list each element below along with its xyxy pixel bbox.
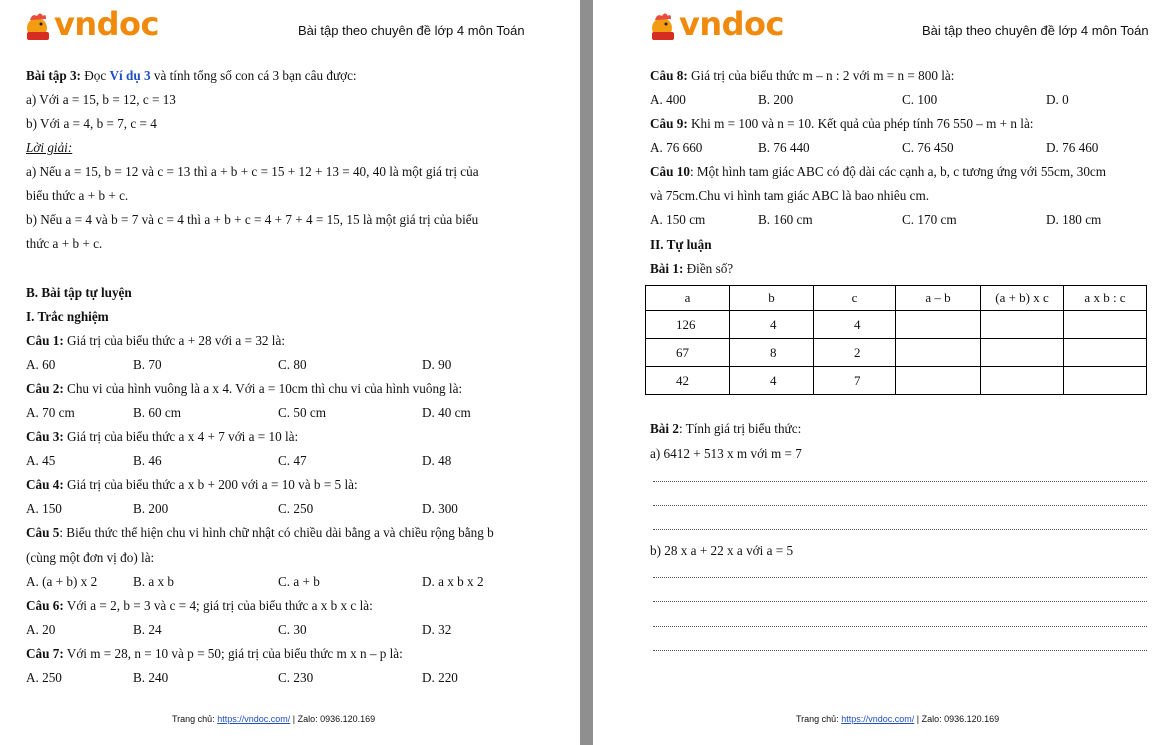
col-header-b: b <box>730 286 814 311</box>
q2-option-a[interactable]: A. 70 cm <box>26 405 75 420</box>
q1-option-c[interactable]: C. 80 <box>278 357 307 372</box>
example-reference-link[interactable]: Ví dụ 3 <box>109 68 151 83</box>
answer-cell[interactable] <box>1064 339 1147 367</box>
answer-cell[interactable] <box>1064 311 1147 339</box>
question-4: Câu 4: Giá trị của biểu thức a x b + 200 với a = 10 và b = 5 là: <box>26 477 358 492</box>
loi-giai-heading: Lời giải: <box>26 140 73 155</box>
answer-cell[interactable] <box>1064 367 1147 395</box>
q7-option-a[interactable]: A. 250 <box>26 670 62 685</box>
section-ii-heading: II. Tự luận <box>650 237 712 252</box>
document-page-right <box>593 0 1171 745</box>
bt3-case-a: a) Với a = 15, b = 12, c = 13 <box>26 92 176 107</box>
bai-2-part-a: a) 6412 + 513 x m với m = 7 <box>650 446 802 461</box>
table-cell: 42 <box>646 367 730 395</box>
q4-option-a[interactable]: A. 150 <box>26 501 62 516</box>
fill-in-table <box>645 285 1147 395</box>
q1-option-a[interactable]: A. 60 <box>26 357 56 372</box>
logo-text: vndoc <box>54 5 159 43</box>
answer-cell[interactable] <box>981 311 1064 339</box>
homepage-link[interactable]: https://vndoc.com/ <box>841 714 915 724</box>
table-cell: 4 <box>814 311 896 339</box>
table-row <box>646 339 1147 367</box>
q3-option-d[interactable]: D. 48 <box>422 453 452 468</box>
q1-option-d[interactable]: D. 90 <box>422 357 452 372</box>
question-10-line2: và 75cm.Chu vi hình tam giác ABC là bao nhiêu cm. <box>650 188 930 203</box>
bai-2-heading: Bài 2: Tính giá trị biểu thức: <box>650 421 802 436</box>
page-footer: Trang chủ: https://vndoc.com/ | Zalo: 0936.120.169 <box>172 714 376 724</box>
rooster-icon <box>22 10 56 44</box>
logo-text: vndoc <box>679 5 784 43</box>
q5-option-b[interactable]: B. a x b <box>133 574 175 589</box>
col-header-a-minus-b: a – b <box>896 286 981 311</box>
q8-option-a[interactable]: A. 400 <box>650 92 686 107</box>
q2-option-c[interactable]: C. 50 cm <box>278 405 326 420</box>
answer-line[interactable] <box>653 601 1147 602</box>
question-2: Câu 2: Chu vi của hình vuông là a x 4. Với a = 10cm thì chu vi của hình vuông là: <box>26 381 463 396</box>
question-9: Câu 9: Khi m = 100 và n = 10. Kết quả của phép tính 76 550 – m + n là: <box>650 116 1034 131</box>
q3-option-b[interactable]: B. 46 <box>133 453 162 468</box>
solution-b-line2: thức a + b + c. <box>26 236 103 251</box>
q5-option-d[interactable]: D. a x b x 2 <box>422 574 484 589</box>
q5-option-c[interactable]: C. a + b <box>278 574 320 589</box>
q10-option-d[interactable]: D. 180 cm <box>1046 212 1102 227</box>
answer-line[interactable] <box>653 626 1147 627</box>
q6-option-a[interactable]: A. 20 <box>26 622 56 637</box>
q2-option-d[interactable]: D. 40 cm <box>422 405 471 420</box>
answer-line[interactable] <box>653 650 1147 651</box>
q4-option-d[interactable]: D. 300 <box>422 501 458 516</box>
table-cell: 4 <box>730 311 814 339</box>
question-1: Câu 1: Giá trị của biểu thức a + 28 với a = 32 là: <box>26 333 285 348</box>
q9-option-d[interactable]: D. 76 460 <box>1046 140 1099 155</box>
q6-option-c[interactable]: C. 30 <box>278 622 307 637</box>
q9-option-c[interactable]: C. 76 450 <box>902 140 954 155</box>
question-10: Câu 10: Một hình tam giác ABC có độ dài các cạnh a, b, c tương ứng với 55cm, 30cm <box>650 164 1107 179</box>
page-footer: Trang chủ: https://vndoc.com/ | Zalo: 0936.120.169 <box>796 714 1000 724</box>
q4-option-c[interactable]: C. 250 <box>278 501 314 516</box>
vndoc-logo[interactable] <box>647 5 797 44</box>
rooster-icon <box>647 10 681 44</box>
col-header-sum-times-c: (a + b) x c <box>981 286 1064 311</box>
section-b-heading: B. Bài tập tự luyện <box>26 285 132 300</box>
homepage-link[interactable]: https://vndoc.com/ <box>217 714 291 724</box>
q6-option-d[interactable]: D. 32 <box>422 622 452 637</box>
table-row <box>646 367 1147 395</box>
answer-cell[interactable] <box>896 367 981 395</box>
section-i-heading: I. Trắc nghiệm <box>26 309 109 324</box>
col-header-c: c <box>814 286 896 311</box>
solution-a-line1: a) Nếu a = 15, b = 12 và c = 13 thì a + b + c = 15 + 12 + 13 = 40, 40 là một giá trị của <box>26 164 479 179</box>
q9-option-a[interactable]: A. 76 660 <box>650 140 703 155</box>
document-page-left <box>0 0 580 745</box>
solution-a-line2: biểu thức a + b + c. <box>26 188 129 203</box>
question-6: Câu 6: Với a = 2, b = 3 và c = 4; giá trị của biểu thức a x b x c là: <box>26 598 373 613</box>
col-header-a: a <box>646 286 730 311</box>
table-cell: 7 <box>814 367 896 395</box>
q8-option-d[interactable]: D. 0 <box>1046 92 1069 107</box>
header-title: Bài tập theo chuyên đề lớp 4 môn Toán <box>922 23 1149 38</box>
question-3: Câu 3: Giá trị của biểu thức a x 4 + 7 với a = 10 là: <box>26 429 299 444</box>
q1-option-b[interactable]: B. 70 <box>133 357 162 372</box>
table-cell: 126 <box>646 311 730 339</box>
bai-2-part-b: b) 28 x a + 22 x a với a = 5 <box>650 543 794 558</box>
bai-tap-3: Bài tập 3: Đọc Ví dụ 3 và tính tổng số con cá 3 bạn câu được: <box>26 68 357 83</box>
col-header-product-div-c: a x b : c <box>1064 286 1147 311</box>
q6-option-b[interactable]: B. 24 <box>133 622 162 637</box>
answer-line[interactable] <box>653 577 1147 578</box>
q7-option-d[interactable]: D. 220 <box>422 670 458 685</box>
q3-option-a[interactable]: A. 45 <box>26 453 56 468</box>
q10-option-b[interactable]: B. 160 cm <box>758 212 813 227</box>
question-5-line2: (cùng một đơn vị đo) là: <box>26 550 155 565</box>
answer-cell[interactable] <box>981 367 1064 395</box>
answer-cell[interactable] <box>981 339 1064 367</box>
answer-cell[interactable] <box>896 311 981 339</box>
q8-option-b[interactable]: B. 200 <box>758 92 794 107</box>
q7-option-b[interactable]: B. 240 <box>133 670 169 685</box>
q10-option-a[interactable]: A. 150 cm <box>650 212 706 227</box>
question-8: Câu 8: Giá trị của biểu thức m – n : 2 với m = n = 800 là: <box>650 68 955 83</box>
q10-option-c[interactable]: C. 170 cm <box>902 212 957 227</box>
table-cell: 8 <box>730 339 814 367</box>
answer-line[interactable] <box>653 505 1147 506</box>
q8-option-c[interactable]: C. 100 <box>902 92 938 107</box>
question-5: Câu 5: Biểu thức thể hiện chu vi hình chữ nhật có chiều dài bằng a và chiều rộng bằng b <box>26 525 494 540</box>
answer-line[interactable] <box>653 529 1147 530</box>
q7-option-c[interactable]: C. 230 <box>278 670 314 685</box>
table-cell: 2 <box>814 339 896 367</box>
q9-option-b[interactable]: B. 76 440 <box>758 140 810 155</box>
answer-line[interactable] <box>653 481 1147 482</box>
table-row <box>646 311 1147 339</box>
table-cell: 4 <box>730 367 814 395</box>
question-7: Câu 7: Với m = 28, n = 10 và p = 50; giá trị của biểu thức m x n – p là: <box>26 646 403 661</box>
header-title: Bài tập theo chuyên đề lớp 4 môn Toán <box>298 23 525 38</box>
table-header-row <box>646 286 1147 311</box>
answer-cell[interactable] <box>896 339 981 367</box>
vndoc-logo[interactable] <box>22 5 172 44</box>
q2-option-b[interactable]: B. 60 cm <box>133 405 181 420</box>
q3-option-c[interactable]: C. 47 <box>278 453 307 468</box>
q5-option-a[interactable]: A. (a + b) x 2 <box>26 574 98 589</box>
solution-b-line1: b) Nếu a = 4 và b = 7 và c = 4 thì a + b + c = 4 + 7 + 4 = 15, 15 là một giá trị của biểu <box>26 212 479 227</box>
table-cell: 67 <box>646 339 730 367</box>
bt3-case-b: b) Với a = 4, b = 7, c = 4 <box>26 116 157 131</box>
q4-option-b[interactable]: B. 200 <box>133 501 169 516</box>
bai-1-heading: Bài 1: Điền số? <box>650 261 734 276</box>
